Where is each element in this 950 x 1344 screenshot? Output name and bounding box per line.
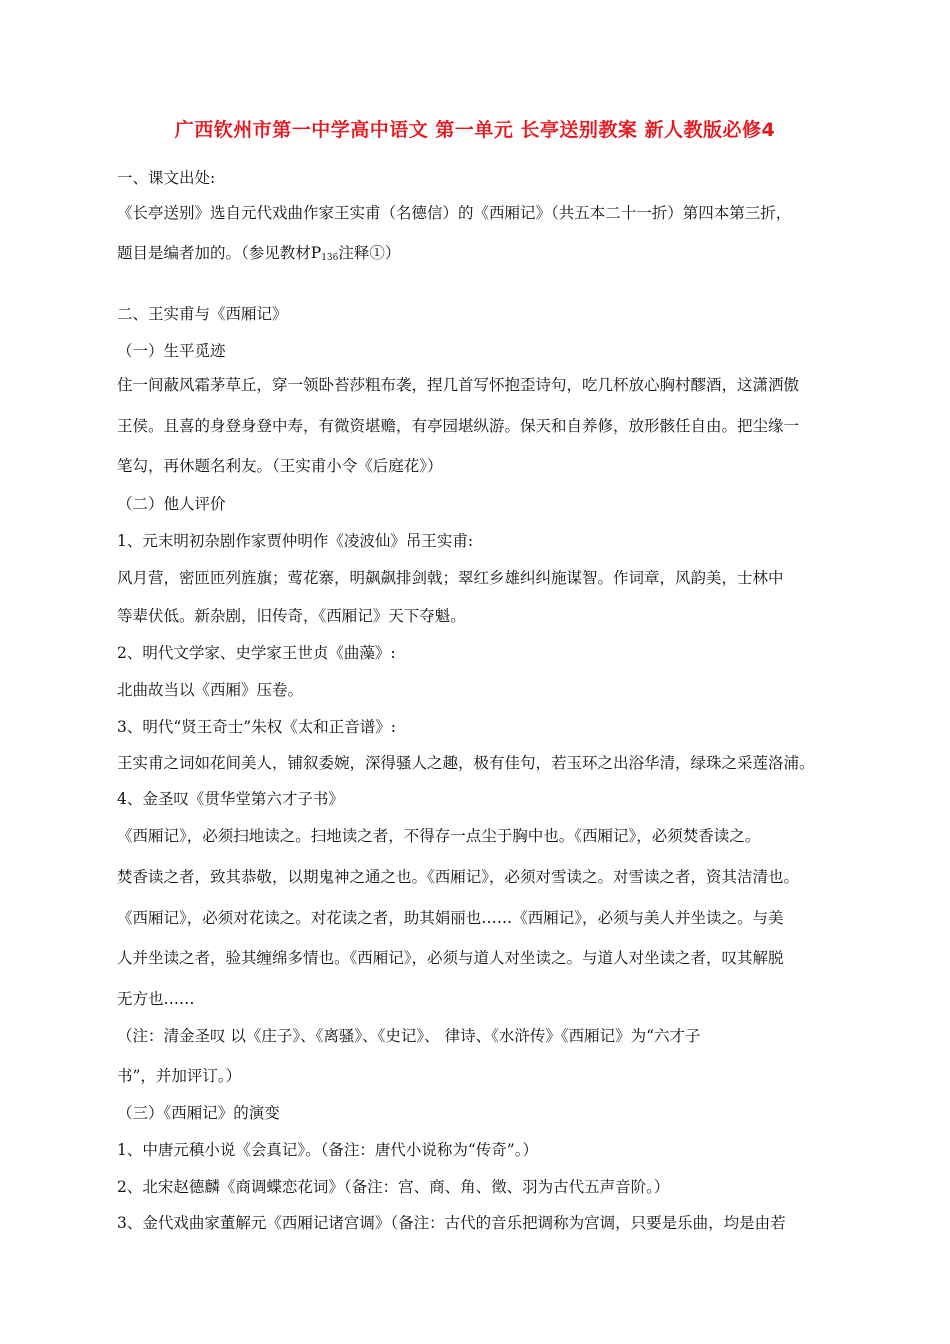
paragraph-line: 《西厢记》，必须扫地读之。扫地读之者，不得存一点尘于胸中也。《西厢记》，必须焚香读之。 [117,827,761,845]
paragraph-line: 焚香读之者，致其恭敬，以期鬼神之通之也。《西厢记》，必须对雪读之。对雪读之者，资其洁清也。 [117,868,800,886]
page-number-subscript: 136 [321,253,339,263]
subsection-heading-reviews: （二）他人评价 [117,495,226,513]
paragraph-line: 北曲故当以《西厢》压卷。 [117,681,304,699]
paragraph-line: 风月营，密匝匝列旌旗；莺花寨，明飙飙排剑戟；翠红乡雄纠纠施谋智。作词章，风韵美，士林中 [117,569,784,587]
paragraph-line: 人并坐读之者，验其缠绵多情也。《西厢记》，必须与道人对坐读之。与道人对坐读之者，叹其解脱 [117,949,784,967]
list-item: 2、北宋赵德麟《商调蝶恋花词》（备注：宫、商、角、徵、羽为古代五声音阶。） [117,1178,670,1196]
paragraph-line: 王侯。且喜的身登身登中寿，有微资堪赡，有亭园堪纵游。保天和自养修，放形骸任自由。把尘缘一 [117,417,800,435]
paragraph-line: 《西厢记》，必须对花读之。对花读之者，助其娟丽也……《西厢记》，必须与美人并坐读之。与美 [117,909,784,927]
list-item: 1、元末明初杂剧作家贾仲明作《凌波仙》吊王实甫: [117,532,474,550]
paragraph-line: 无方也…… [117,990,195,1008]
list-item: 1、中唐元稹小说《会真记》。（备注：唐代小说称为“传奇”。） [117,1141,538,1159]
list-item: 2、明代文学家、史学家王世贞《曲藻》: [117,644,396,662]
paragraph-line: 住一间蔽风霜茅草丘，穿一领卧苔莎粗布袭，捏几首写怀抱歪诗句，吃几杯放心胸村醪酒，这潇洒傲 [117,376,800,394]
section-heading-wang-shifu: 二、王实甫与《西厢记》 [117,305,288,323]
note-line: 书”，并加评订。） [117,1067,242,1085]
paragraph-line: 笔勾，再休题名利友。（王实甫小令《后庭花》） [117,457,443,475]
paragraph-line: 题目是编者加的。（参见教材$P_{136}$注释①） [117,244,401,263]
document-title: 广西钦州市第一中学高中语文 第一单元 长亭送别教案 新人教版必修4 [174,119,776,141]
list-item: 3、金代戏曲家董解元《西厢记诸宫调》（备注：古代的音乐把调称为宫调，只要是乐曲，均是由若 [117,1214,786,1232]
list-item: 3、明代“贤王奇士”朱权《太和正音谱》: [117,718,396,736]
subsection-heading-life: （一）生平觅迹 [117,342,226,360]
section-heading-text-source: 一、课文出处: [117,169,216,187]
list-item: 4、金圣叹《贯华堂第六才子书》 [117,790,344,808]
paragraph-line: 《长亭送别》选自元代戏曲作家王实甫（名德信）的《西厢记》（共五本二十一折）第四本第三折， [117,204,792,222]
subsection-heading-evolution: （三）《西厢记》的演变 [117,1104,280,1122]
paragraph-line: 等辈伏低。新杂剧，旧传奇，《西厢记》天下夺魁。 [117,607,466,625]
note-line: （注：清金圣叹 以《庄子》、《离骚》、《史记》、 律诗、《水浒传》《西厢记》为“六才子 [117,1027,701,1045]
paragraph-line: 王实甫之词如花间美人，铺叙委婉，深得骚人之趣，极有佳句，若玉环之出浴华清，绿珠之采莲洛浦。 [117,754,815,772]
